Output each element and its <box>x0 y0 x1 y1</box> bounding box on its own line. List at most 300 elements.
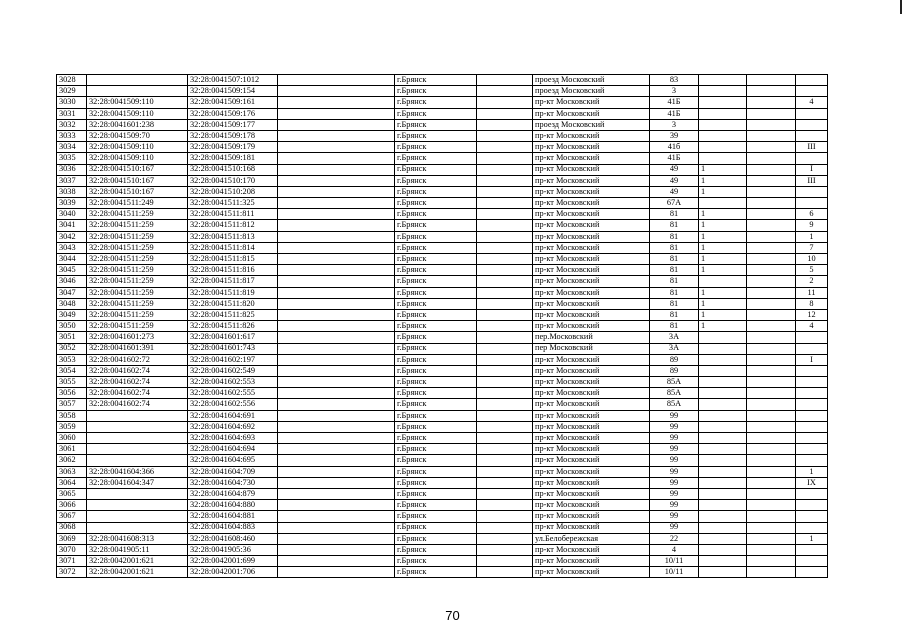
cell-object: 32:28:0041509:181 <box>188 153 278 164</box>
cell-house: 3 <box>650 86 699 97</box>
cell-street: пр-кт Московский <box>533 365 650 376</box>
table-row <box>57 97 828 108</box>
table-row <box>57 522 828 533</box>
cell-empty <box>477 321 533 332</box>
cell-street: пр-кт Московский <box>533 556 650 567</box>
cell-parcel: 32:28:0041602:74 <box>87 399 188 410</box>
cell-flat: 12 <box>796 309 828 320</box>
cell-flat <box>796 567 828 578</box>
cell-empty <box>477 377 533 388</box>
cell-parcel: 32:28:0041509:110 <box>87 153 188 164</box>
cell-object: 32:28:0041604:692 <box>188 421 278 432</box>
cell-empty <box>477 488 533 499</box>
cell-house: 81 <box>650 231 699 242</box>
cell-street: пр-кт Московский <box>533 97 650 108</box>
cell-empty <box>477 86 533 97</box>
cell-house: 85А <box>650 377 699 388</box>
cell-empty <box>747 511 796 522</box>
cell-street: пр-кт Московский <box>533 388 650 399</box>
cell-korp: 1 <box>699 186 747 197</box>
cell-parcel: 32:28:0041511:249 <box>87 198 188 209</box>
cell-house: 10/11 <box>650 567 699 578</box>
page-number: 70 <box>445 608 460 623</box>
cell-korp <box>699 86 747 97</box>
cell-empty <box>477 511 533 522</box>
cell-city: г.Брянск <box>395 186 477 197</box>
cell-korp <box>699 108 747 119</box>
cell-korp <box>699 343 747 354</box>
cell-flat <box>796 153 828 164</box>
cell-city: г.Брянск <box>395 533 477 544</box>
cell-house: 39 <box>650 130 699 141</box>
cell-empty <box>278 354 395 365</box>
cell-city: г.Брянск <box>395 455 477 466</box>
cell-object: 32:28:0041509:179 <box>188 142 278 153</box>
cell-korp <box>699 500 747 511</box>
cell-object: 32:28:0041511:815 <box>188 254 278 265</box>
table-row <box>57 410 828 421</box>
cell-object: 32:28:0041905:36 <box>188 544 278 555</box>
cell-flat: III <box>796 175 828 186</box>
cell-parcel: 32:28:0041511:259 <box>87 276 188 287</box>
cell-object: 32:28:0041511:812 <box>188 220 278 231</box>
cell-empty <box>747 220 796 231</box>
cell-empty <box>278 220 395 231</box>
cell-object: 32:28:0041604:883 <box>188 522 278 533</box>
cell-empty <box>278 142 395 153</box>
cell-house: 89 <box>650 365 699 376</box>
cell-street: пр-кт Московский <box>533 455 650 466</box>
cell-empty <box>278 175 395 186</box>
cell-num: 3055 <box>57 377 87 388</box>
table-row <box>57 343 828 354</box>
cell-num: 3043 <box>57 242 87 253</box>
cell-object: 32:28:0041509:178 <box>188 130 278 141</box>
cell-city: г.Брянск <box>395 388 477 399</box>
cell-num: 3056 <box>57 388 87 399</box>
cell-city: г.Брянск <box>395 119 477 130</box>
cell-street: пр-кт Московский <box>533 421 650 432</box>
cell-house: 41Б <box>650 97 699 108</box>
cell-korp: 1 <box>699 164 747 175</box>
cell-korp <box>699 276 747 287</box>
cell-house: 49 <box>650 175 699 186</box>
cell-flat <box>796 433 828 444</box>
cell-empty <box>278 500 395 511</box>
cell-flat: I <box>796 164 828 175</box>
cell-parcel <box>87 444 188 455</box>
cell-empty <box>278 533 395 544</box>
cell-empty <box>278 130 395 141</box>
cell-street: пр-кт Московский <box>533 321 650 332</box>
table-row <box>57 533 828 544</box>
cell-empty <box>747 186 796 197</box>
cell-empty <box>477 220 533 231</box>
cell-parcel: 32:28:0041602:74 <box>87 388 188 399</box>
cell-house: 99 <box>650 421 699 432</box>
cell-korp: 1 <box>699 309 747 320</box>
cell-flat <box>796 365 828 376</box>
cell-korp <box>699 544 747 555</box>
cell-flat: 4 <box>796 321 828 332</box>
cell-parcel: 32:28:0041604:347 <box>87 477 188 488</box>
cell-house: 99 <box>650 477 699 488</box>
cell-empty <box>477 343 533 354</box>
cell-num: 3053 <box>57 354 87 365</box>
cell-flat <box>796 186 828 197</box>
cell-num: 3045 <box>57 265 87 276</box>
table-row <box>57 209 828 220</box>
table-row <box>57 276 828 287</box>
cell-empty <box>278 265 395 276</box>
cell-korp <box>699 97 747 108</box>
cell-house: 99 <box>650 444 699 455</box>
table-row <box>57 556 828 567</box>
cell-empty <box>747 119 796 130</box>
cell-house: 10/11 <box>650 556 699 567</box>
cell-empty <box>747 198 796 209</box>
cell-street: пр-кт Московский <box>533 377 650 388</box>
table-row <box>57 500 828 511</box>
cell-korp <box>699 410 747 421</box>
cell-city: г.Брянск <box>395 321 477 332</box>
cell-city: г.Брянск <box>395 421 477 432</box>
table-row <box>57 254 828 265</box>
cell-house: 22 <box>650 533 699 544</box>
cell-street: ул.Белобережская <box>533 533 650 544</box>
cell-empty <box>477 433 533 444</box>
cell-korp <box>699 455 747 466</box>
cell-object: 32:28:0041602:197 <box>188 354 278 365</box>
cell-num: 3029 <box>57 86 87 97</box>
cell-object: 32:28:0041604:709 <box>188 466 278 477</box>
cell-flat <box>796 556 828 567</box>
cell-object: 32:28:0041511:811 <box>188 209 278 220</box>
table-row <box>57 433 828 444</box>
cell-city: г.Брянск <box>395 198 477 209</box>
cell-object: 32:28:0041511:813 <box>188 231 278 242</box>
cell-empty <box>278 153 395 164</box>
table-row <box>57 75 828 86</box>
cell-street: пр-кт Московский <box>533 186 650 197</box>
cell-empty <box>278 410 395 421</box>
cell-parcel <box>87 511 188 522</box>
cell-object: 32:28:0042001:699 <box>188 556 278 567</box>
cell-object: 32:28:0041604:695 <box>188 455 278 466</box>
cell-korp <box>699 198 747 209</box>
cell-street: пр-кт Московский <box>533 500 650 511</box>
cell-house: 85А <box>650 388 699 399</box>
cell-empty <box>747 343 796 354</box>
cell-empty <box>477 75 533 86</box>
cell-city: г.Брянск <box>395 130 477 141</box>
cell-flat <box>796 455 828 466</box>
cell-empty <box>477 186 533 197</box>
cell-korp: 1 <box>699 175 747 186</box>
cell-empty <box>477 231 533 242</box>
cell-house: 67А <box>650 198 699 209</box>
cell-city: г.Брянск <box>395 254 477 265</box>
cell-street: пер Московский <box>533 343 650 354</box>
cell-house: 81 <box>650 220 699 231</box>
cell-flat: III <box>796 142 828 153</box>
cell-street: пр-кт Московский <box>533 544 650 555</box>
cell-object: 32:28:0041511:819 <box>188 287 278 298</box>
cell-street: проезд Московский <box>533 75 650 86</box>
cell-house: 81 <box>650 276 699 287</box>
cell-empty <box>747 276 796 287</box>
cell-house: 81 <box>650 254 699 265</box>
cell-empty <box>278 455 395 466</box>
cell-city: г.Брянск <box>395 354 477 365</box>
cell-parcel <box>87 488 188 499</box>
cell-num: 3069 <box>57 533 87 544</box>
cell-empty <box>477 276 533 287</box>
cell-korp <box>699 153 747 164</box>
table-row <box>57 119 828 130</box>
cell-street: пр-кт Московский <box>533 511 650 522</box>
cell-flat <box>796 488 828 499</box>
cell-empty <box>278 298 395 309</box>
cell-num: 3058 <box>57 410 87 421</box>
cell-empty <box>747 522 796 533</box>
cell-empty <box>278 433 395 444</box>
cell-num: 3057 <box>57 399 87 410</box>
cell-street: пр-кт Московский <box>533 142 650 153</box>
cell-parcel: 32:28:0041608:313 <box>87 533 188 544</box>
cell-city: г.Брянск <box>395 567 477 578</box>
cell-parcel <box>87 75 188 86</box>
cell-parcel: 32:28:0041905:11 <box>87 544 188 555</box>
cell-city: г.Брянск <box>395 265 477 276</box>
cell-house: 99 <box>650 511 699 522</box>
cell-city: г.Брянск <box>395 332 477 343</box>
cell-street: пр-кт Московский <box>533 209 650 220</box>
cell-house: 81 <box>650 242 699 253</box>
cell-house: 41б <box>650 142 699 153</box>
table-row <box>57 164 828 175</box>
cell-street: пр-кт Московский <box>533 287 650 298</box>
cell-parcel: 32:28:0041602:74 <box>87 365 188 376</box>
cell-empty <box>747 567 796 578</box>
cell-korp: 1 <box>699 242 747 253</box>
table-row <box>57 332 828 343</box>
cell-num: 3065 <box>57 488 87 499</box>
cell-house: 99 <box>650 488 699 499</box>
table-row <box>57 477 828 488</box>
cell-num: 3059 <box>57 421 87 432</box>
cell-street: пр-кт Московский <box>533 153 650 164</box>
cell-parcel: 32:28:0041601:273 <box>87 332 188 343</box>
cell-empty <box>477 522 533 533</box>
cell-korp <box>699 421 747 432</box>
cell-empty <box>747 298 796 309</box>
cell-street: пр-кт Московский <box>533 309 650 320</box>
cell-flat <box>796 198 828 209</box>
table-row <box>57 321 828 332</box>
table-row <box>57 130 828 141</box>
cell-house: 41Б <box>650 108 699 119</box>
cell-empty <box>747 97 796 108</box>
cell-object: 32:28:0041509:161 <box>188 97 278 108</box>
cell-empty <box>477 265 533 276</box>
cell-empty <box>477 421 533 432</box>
cell-korp <box>699 130 747 141</box>
cell-empty <box>278 444 395 455</box>
cell-empty <box>477 198 533 209</box>
cell-empty <box>747 544 796 555</box>
cell-num: 3050 <box>57 321 87 332</box>
cell-city: г.Брянск <box>395 309 477 320</box>
cell-street: пр-кт Московский <box>533 522 650 533</box>
table-row <box>57 544 828 555</box>
cell-empty <box>477 119 533 130</box>
cell-street: пр-кт Московский <box>533 198 650 209</box>
cell-object: 32:28:0041511:325 <box>188 198 278 209</box>
cell-empty <box>278 164 395 175</box>
cell-city: г.Брянск <box>395 522 477 533</box>
table-row <box>57 142 828 153</box>
cell-empty <box>747 421 796 432</box>
cell-street: пр-кт Московский <box>533 231 650 242</box>
cell-num: 3060 <box>57 433 87 444</box>
cell-empty <box>477 175 533 186</box>
cell-num: 3038 <box>57 186 87 197</box>
cell-korp <box>699 119 747 130</box>
table-row <box>57 466 828 477</box>
cell-city: г.Брянск <box>395 153 477 164</box>
table-row <box>57 108 828 119</box>
cell-object: 32:28:0041509:154 <box>188 86 278 97</box>
cell-korp <box>699 388 747 399</box>
cell-parcel: 32:28:0041509:110 <box>87 142 188 153</box>
cell-flat: 1 <box>796 231 828 242</box>
cell-city: г.Брянск <box>395 220 477 231</box>
table-row <box>57 287 828 298</box>
cell-house: 89 <box>650 354 699 365</box>
table-row <box>57 388 828 399</box>
cell-street: пр-кт Московский <box>533 254 650 265</box>
cell-city: г.Брянск <box>395 209 477 220</box>
cell-empty <box>278 388 395 399</box>
table-row <box>57 377 828 388</box>
cell-num: 3064 <box>57 477 87 488</box>
cell-flat: 1 <box>796 466 828 477</box>
cell-empty <box>477 130 533 141</box>
registry-table <box>56 74 828 578</box>
cell-empty <box>747 108 796 119</box>
table-row <box>57 198 828 209</box>
cell-korp <box>699 142 747 153</box>
cell-object: 32:28:0041604:880 <box>188 500 278 511</box>
cell-parcel <box>87 455 188 466</box>
cell-empty <box>278 321 395 332</box>
cell-object: 32:28:0041511:814 <box>188 242 278 253</box>
cell-object: 32:28:0041507:1012 <box>188 75 278 86</box>
table-row <box>57 421 828 432</box>
cell-empty <box>278 108 395 119</box>
cell-house: 99 <box>650 433 699 444</box>
cell-empty <box>278 276 395 287</box>
cell-empty <box>747 175 796 186</box>
cell-object: 32:28:0041510:208 <box>188 186 278 197</box>
cell-empty <box>477 399 533 410</box>
cell-city: г.Брянск <box>395 399 477 410</box>
cell-parcel: 32:28:0041511:259 <box>87 220 188 231</box>
cell-parcel: 32:28:0041510:167 <box>87 186 188 197</box>
cell-object: 32:28:0041608:460 <box>188 533 278 544</box>
cell-empty <box>477 444 533 455</box>
cell-street: пр-кт Московский <box>533 130 650 141</box>
cell-empty <box>477 97 533 108</box>
cell-flat <box>796 500 828 511</box>
cell-flat <box>796 75 828 86</box>
table-row <box>57 365 828 376</box>
cell-city: г.Брянск <box>395 298 477 309</box>
cell-street: пр-кт Московский <box>533 276 650 287</box>
cell-empty <box>278 198 395 209</box>
cell-empty <box>278 466 395 477</box>
cell-num: 3066 <box>57 500 87 511</box>
cell-street: пер.Московский <box>533 332 650 343</box>
cell-flat: 2 <box>796 276 828 287</box>
cell-empty <box>477 354 533 365</box>
cell-parcel <box>87 522 188 533</box>
cell-empty <box>747 377 796 388</box>
cell-empty <box>747 365 796 376</box>
cell-house: 99 <box>650 522 699 533</box>
cell-empty <box>747 444 796 455</box>
cell-korp: 1 <box>699 298 747 309</box>
cell-num: 3039 <box>57 198 87 209</box>
cell-parcel <box>87 421 188 432</box>
cell-num: 3062 <box>57 455 87 466</box>
cell-num: 3052 <box>57 343 87 354</box>
cell-num: 3028 <box>57 75 87 86</box>
cell-parcel: 32:28:0041509:110 <box>87 108 188 119</box>
cell-city: г.Брянск <box>395 377 477 388</box>
cell-empty <box>278 421 395 432</box>
cell-flat: IX <box>796 477 828 488</box>
cell-num: 3061 <box>57 444 87 455</box>
cell-house: 41Б <box>650 153 699 164</box>
cell-flat: 8 <box>796 298 828 309</box>
scan-edge-mark <box>900 0 902 14</box>
table-row <box>57 153 828 164</box>
cell-city: г.Брянск <box>395 365 477 376</box>
cell-empty <box>278 399 395 410</box>
cell-empty <box>477 500 533 511</box>
cell-street: пр-кт Московский <box>533 399 650 410</box>
registry-table-body <box>57 75 828 578</box>
cell-city: г.Брянск <box>395 444 477 455</box>
cell-flat: 1 <box>796 533 828 544</box>
cell-house: 3А <box>650 332 699 343</box>
cell-parcel: 32:28:0041602:74 <box>87 377 188 388</box>
cell-empty <box>278 97 395 108</box>
cell-parcel: 32:28:0041511:259 <box>87 242 188 253</box>
cell-empty <box>278 186 395 197</box>
cell-empty <box>747 86 796 97</box>
cell-flat <box>796 511 828 522</box>
cell-city: г.Брянск <box>395 410 477 421</box>
cell-empty <box>747 142 796 153</box>
cell-flat: I <box>796 354 828 365</box>
cell-korp: 1 <box>699 231 747 242</box>
cell-flat: 7 <box>796 242 828 253</box>
cell-empty <box>747 399 796 410</box>
cell-parcel <box>87 433 188 444</box>
